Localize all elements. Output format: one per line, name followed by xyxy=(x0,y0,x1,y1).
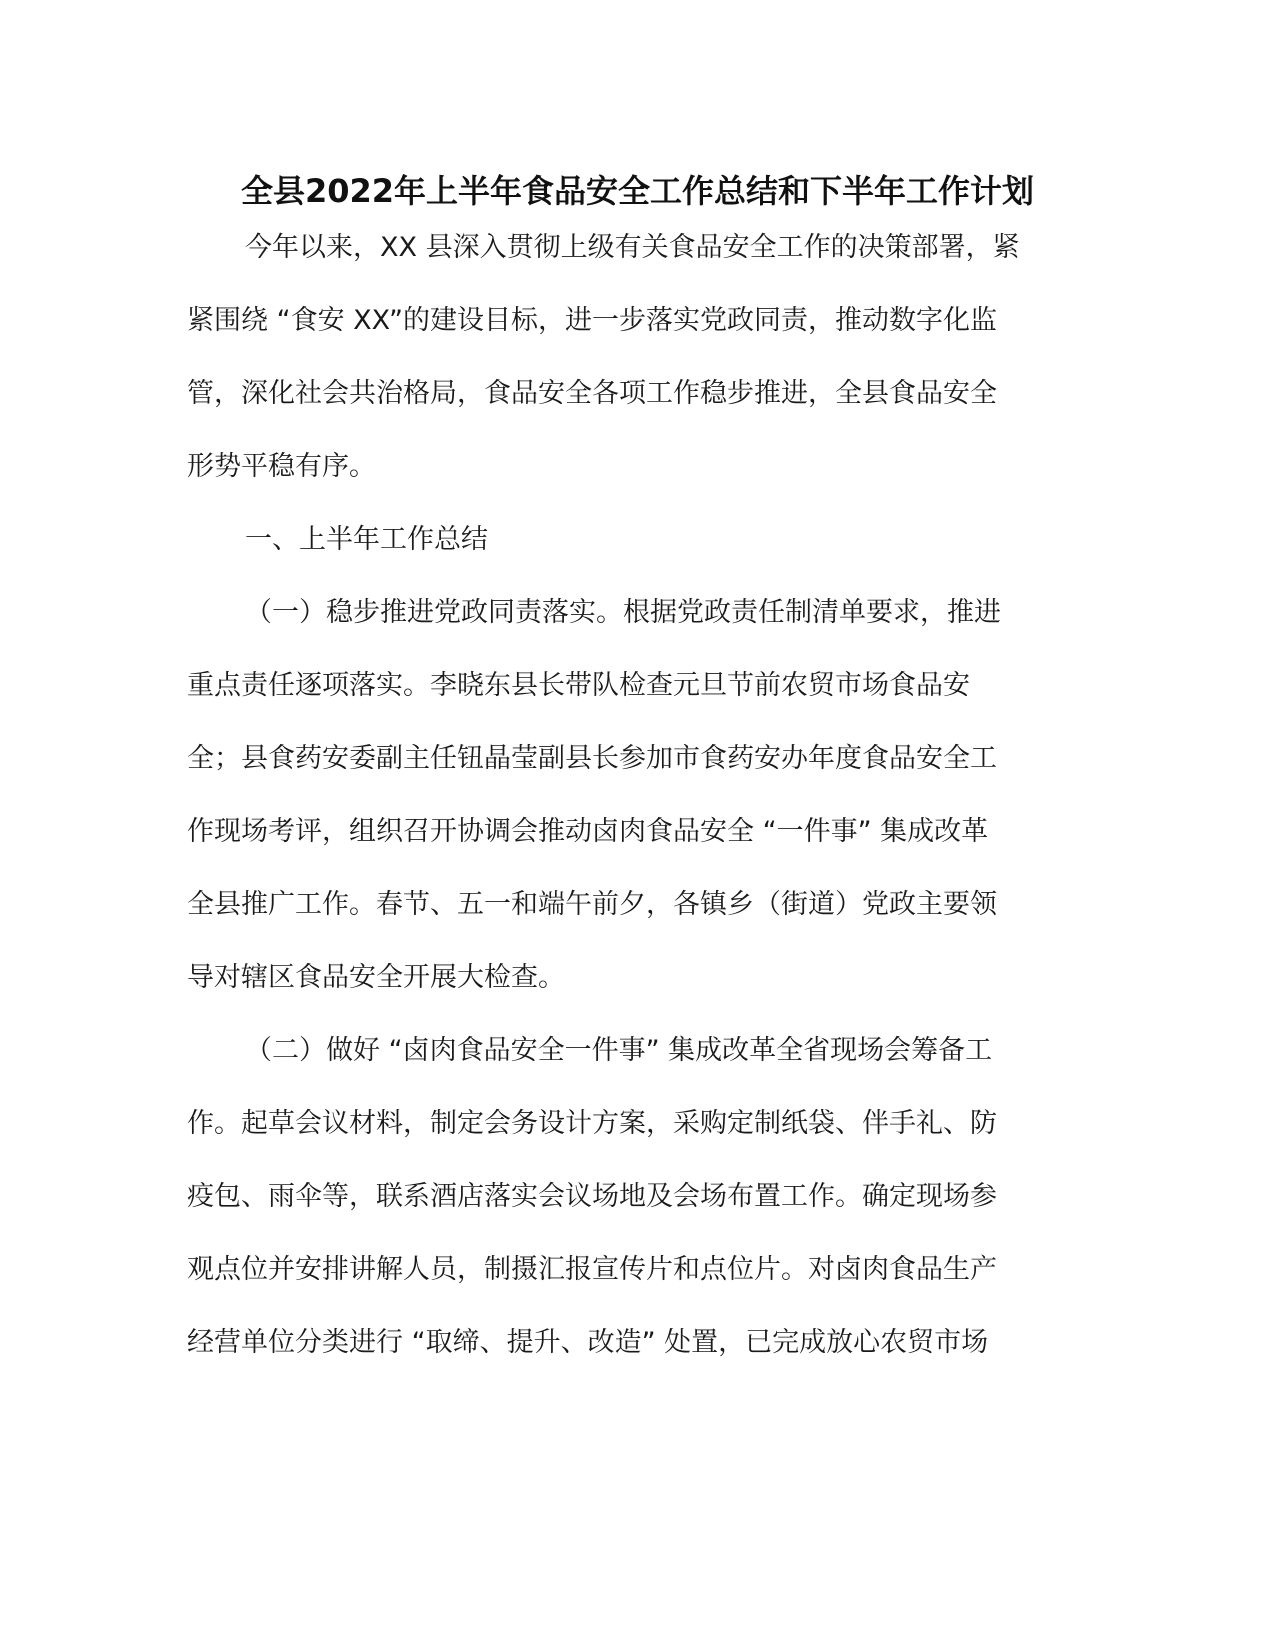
paragraph-line: 观点位并安排讲解人员，制摄汇报宣传片和点位片。对卤肉食品生产 xyxy=(187,1254,997,1285)
paragraph-line: 经营单位分类进行 “取缔、提升、改造” 处置，已完成放心农贸市场 xyxy=(187,1327,989,1358)
paragraph-line: 疫包、雨伞等，联系酒店落实会议场地及会场布置工作。确定现场参 xyxy=(187,1181,997,1212)
paragraph-line: 作现场考评，组织召开协调会推动卤肉食品安全 “一件事” 集成改革 xyxy=(187,816,989,847)
paragraph-line: 作。起草会议材料，制定会务设计方案，采购定制纸袋、伴手礼、防 xyxy=(187,1108,997,1139)
paragraph-line: 管，深化社会共治格局，食品安全各项工作稳步推进，全县食品安全 xyxy=(187,378,997,409)
document-title: 全县2022年上半年食品安全工作总结和下半年工作计划 xyxy=(240,172,1035,211)
paragraph-line: （一）稳步推进党政同责落实。根据党政责任制清单要求，推进 xyxy=(245,597,1001,628)
paragraph-line: 紧围绕 “食安 XX”的建设目标，进一步落实党政同责，推动数字化监 xyxy=(187,305,998,336)
paragraph-line: 全县推广工作。春节、五一和端午前夕，各镇乡（街道）党政主要领 xyxy=(187,889,997,920)
paragraph-line: 今年以来，XX 县深入贯彻上级有关食品安全工作的决策部署，紧 xyxy=(245,232,1020,263)
paragraph-line: （二）做好 “卤肉食品安全一件事” 集成改革全省现场会筹备工 xyxy=(245,1035,993,1066)
paragraph-line: 导对辖区食品安全开展大检查。 xyxy=(187,962,565,993)
paragraph-line: 全；县食药安委副主任钮晶莹副县长参加市食药安办年度食品安全工 xyxy=(187,743,997,774)
section-heading: 一、上半年工作总结 xyxy=(245,524,488,555)
paragraph-line: 重点责任逐项落实。李晓东县长带队检查元旦节前农贸市场食品安 xyxy=(187,670,970,701)
paragraph-line: 形势平稳有序。 xyxy=(187,451,376,482)
